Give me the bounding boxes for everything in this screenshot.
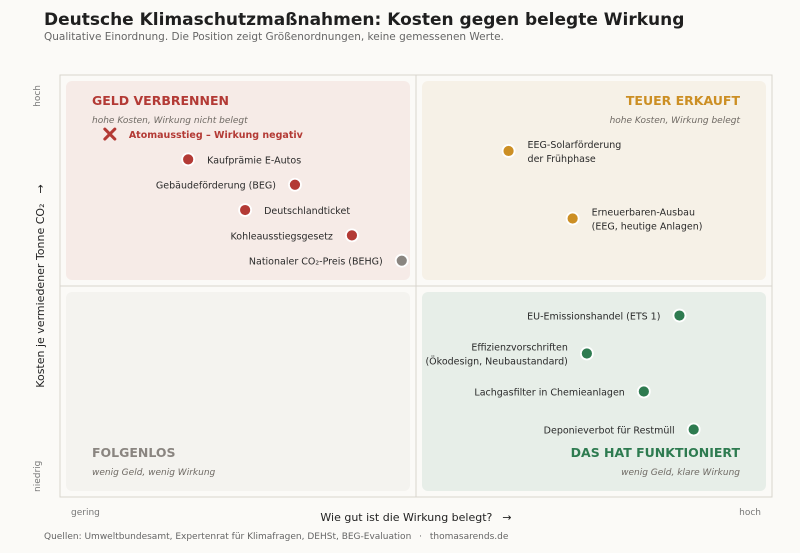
point-marker [289,179,301,191]
point-marker [673,310,685,322]
point-label [156,181,276,192]
source-separator: · [419,532,423,542]
point-label-line: Kohleausstiegsgesetz [230,231,333,243]
point-label-line: Atomausstieg – Wirkung negativ [128,130,303,142]
source-site: thomasarends.de [429,532,509,542]
quadrant-bottom-left-subtitle: wenig Geld, wenig Wirkung [92,468,216,478]
point-label-line: Gebäudeförderung (BEG) [155,180,276,192]
point-label-line: der Frühphase [527,153,596,165]
quadrant-top-right-title: TEUER ERKAUFT [625,93,740,108]
quadrant-top-right-subtitle: hohe Kosten, Wirkung belegt [609,116,740,126]
point-marker [396,255,408,267]
x-axis-label [320,511,511,524]
point-label-line: Effizienzvorschriften [471,342,568,354]
point-marker [567,212,579,224]
y-axis-label [34,184,47,387]
point-label-line: Erneuerbaren-Ausbau [591,207,695,219]
point-marker [182,153,194,165]
chart-title: Deutsche Klimaschutzmaßnahmen: Kosten gegen belegte Wirkung [44,10,685,30]
x-tick-high: hoch [739,508,761,518]
point-label-line: (Ökodesign, Neubaustandard) [425,356,568,368]
point-label-line: Kaufprämie E-Autos [207,155,302,167]
x-axis-label-text: Wie gut ist die Wirkung belegt? [320,511,493,524]
quadrant-bottom-left-title: FOLGENLOS [92,445,176,460]
point-marker [239,204,251,216]
point-label [249,257,383,268]
point-label [544,425,675,436]
point-marker [638,386,650,398]
chart-subtitle: Qualitative Einordnung. Die Position zeigt Größenordnungen, keine gemessenen Werte. [44,31,504,43]
y-axis-label-text: Kosten je vermiedener Tonne CO₂ [34,203,47,388]
point-marker [503,145,515,157]
quadrant-top-left-title: GELD VERBRENNEN [92,93,229,108]
source-note [44,532,508,542]
y-tick-low: niedrig [33,460,43,492]
point-label-line: EU-Emissionshandel (ETS 1) [527,311,661,323]
point-label [264,206,350,217]
point-label [231,231,333,242]
quadrant-top-left-subtitle: hohe Kosten, Wirkung nicht belegt [92,116,248,126]
point-marker [581,348,593,360]
point-marker [346,229,358,241]
point-label-line: Deutschlandticket [264,206,351,218]
x-tick-low: gering [71,508,100,518]
point-label-line: (EEG, heutige Anlagen) [591,221,703,233]
quadrant-top-right-background [422,81,766,280]
quadrant-bottom-right-subtitle: wenig Geld, klare Wirkung [621,468,740,478]
x-axis-arrow: → [502,511,512,524]
y-axis-arrow: → [34,184,47,194]
quadrant-bottom-right-title: DAS HAT FUNKTIONIERT [570,445,740,460]
point-label-line: Lachgasfilter in Chemieanlagen [474,387,625,399]
point-label-line: Nationaler CO₂-Preis (BEHG) [248,256,383,268]
point-label [129,130,304,141]
quadrant-bottom-left-background [66,292,410,491]
point-label [207,155,301,166]
point-label-line: EEG-Solarförderung [527,139,622,151]
point-label [474,388,624,399]
source-text: Quellen: Umweltbundesamt, Expertenrat für Klimafragen, DEHSt, BEG-Evaluation [44,532,412,542]
point-marker [688,423,700,435]
y-tick-high: hoch [33,85,43,107]
point-label [527,312,660,323]
point-label-line: Deponieverbot für Restmüll [543,425,675,437]
